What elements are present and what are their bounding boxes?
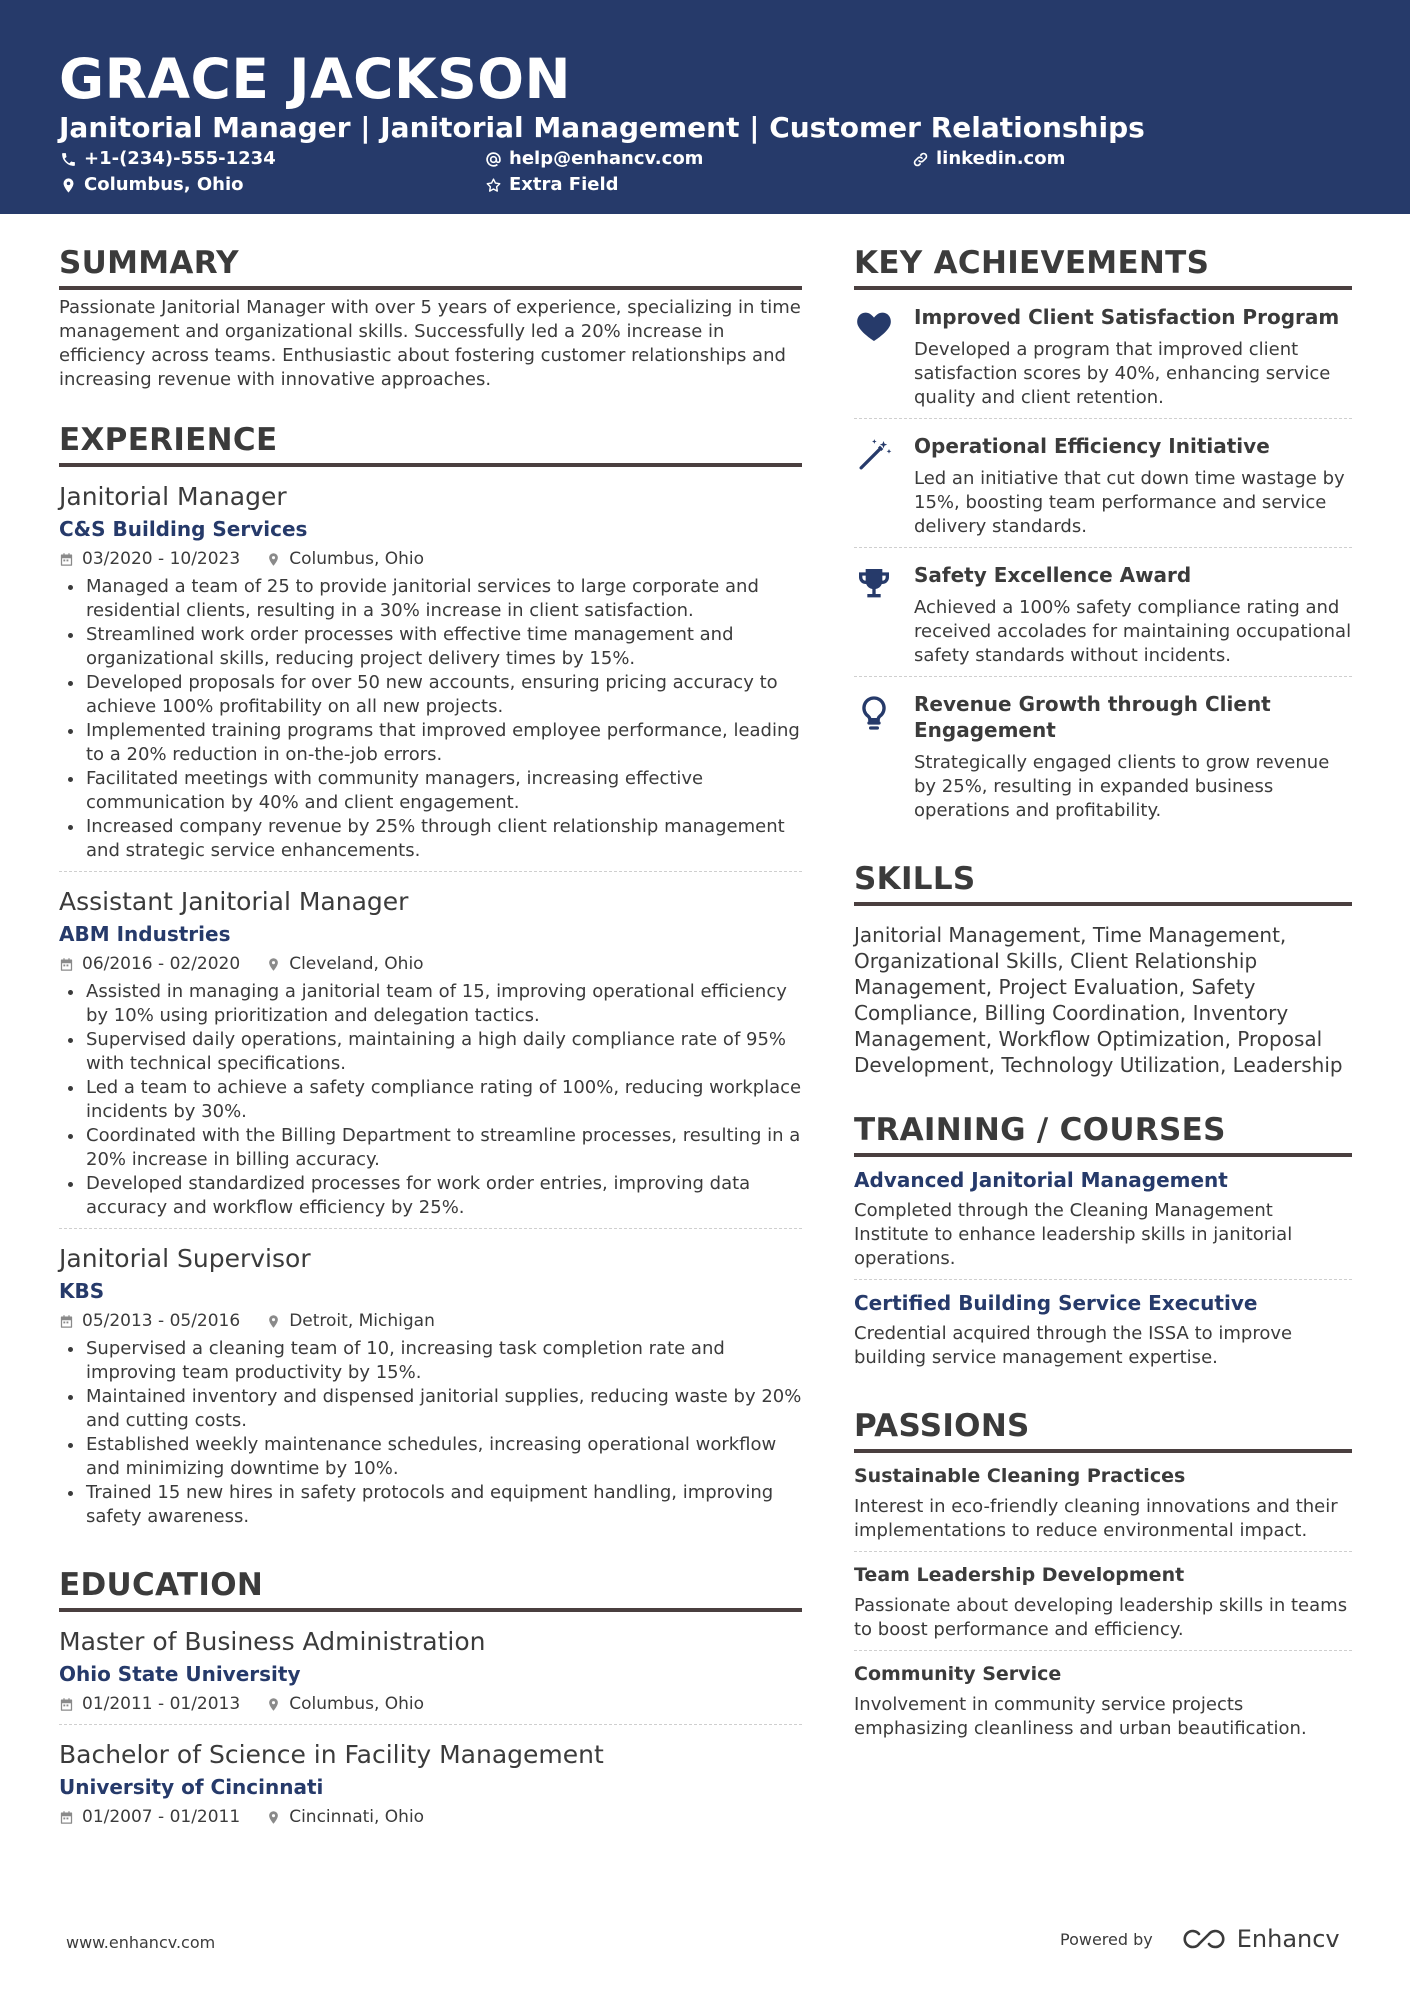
achievement-icon-wrap <box>854 562 914 668</box>
passion-title: Sustainable Cleaning Practices <box>854 1465 1186 1487</box>
training-heading: TRAINING / COURSES <box>854 1110 1352 1157</box>
entry-meta <box>59 1309 802 1333</box>
date-range <box>59 1692 240 1716</box>
location-pin-icon <box>60 177 77 194</box>
passion-title: Community Service <box>854 1663 1062 1685</box>
email-text: help@enhancv.com <box>509 148 704 169</box>
achievements-section <box>854 243 1352 831</box>
bullet-item: Maintained inventory and dispensed janitorial supplies, reducing waste by 20% and cutting costs. <box>59 1385 802 1433</box>
footer-branding <box>1060 1925 1340 1953</box>
achievement-icon-wrap <box>854 691 914 823</box>
bullet-item: Implemented training programs that improved employee performance, leading to a 20% reduction in on-the-job errors. <box>59 719 802 767</box>
achievement-icon-wrap <box>854 433 914 539</box>
training-section <box>854 1110 1352 1378</box>
location-text: Cincinnati, Ohio <box>289 1807 425 1827</box>
passion-desc: Involvement in community service projects emphasizing cleanliness and urban beautification. <box>854 1694 1307 1739</box>
passion-desc: Interest in eco-friendly cleaning innovations and their implementations to reduce environmental impact. <box>854 1496 1338 1541</box>
location-text: Cleveland, Ohio <box>289 954 424 974</box>
calendar-icon <box>59 1314 74 1329</box>
contact-extra <box>485 173 619 197</box>
achievement-desc: Strategically engaged clients to grow revenue by 25%, resulting in expanded business operations and profitability. <box>914 752 1330 821</box>
achievement-title: Revenue Growth through Client Engagement <box>914 692 1271 742</box>
achievement-desc: Led an initiative that cut down time wastage by 15%, boosting team performance and service delivery standards. <box>914 468 1345 537</box>
achievement-item <box>854 548 1352 677</box>
company-name: C&S Building Services <box>59 517 308 541</box>
course-item <box>854 1157 1352 1280</box>
phone-icon <box>60 151 77 168</box>
bullet-list <box>59 575 802 863</box>
job-title: Janitorial Manager <box>59 482 287 511</box>
lightbulb-icon <box>854 693 894 733</box>
passion-desc: Passionate about developing leadership skills in teams to boost performance and efficiency. <box>854 1595 1348 1640</box>
achievement-item <box>854 419 1352 548</box>
company-name: KBS <box>59 1279 105 1303</box>
date-text: 05/2013 - 05/2016 <box>82 1311 241 1331</box>
achievement-body <box>914 433 1352 539</box>
achievement-title: Safety Excellence Award <box>914 563 1192 587</box>
experience-heading: EXPERIENCE <box>59 420 802 467</box>
skills-heading: SKILLS <box>854 859 1352 906</box>
job-title: Janitorial Supervisor <box>59 1244 311 1273</box>
entry-meta <box>59 1805 802 1829</box>
passion-item <box>854 1453 1352 1552</box>
entry-meta <box>59 952 802 976</box>
date-range <box>59 1805 240 1829</box>
resume-header <box>0 0 1410 214</box>
calendar-icon <box>59 1697 74 1712</box>
brand-name: Enhancv <box>1236 1925 1340 1953</box>
skills-section <box>854 859 1352 1078</box>
course-desc: Completed through the Cleaning Management Institute to enhance leadership skills in janitorial operations. <box>854 1200 1293 1269</box>
bullet-item: Assisted in managing a janitorial team of 15, improving operational efficiency by 10% using prioritization and delegation tactics. <box>59 980 802 1028</box>
entry-location <box>266 1309 435 1333</box>
date-text: 06/2016 - 02/2020 <box>82 954 241 974</box>
achievement-desc: Achieved a 100% safety compliance rating and received accolades for maintaining occupational safety standards without incidents. <box>914 597 1352 666</box>
heart-icon <box>854 306 894 346</box>
passion-item <box>854 1552 1352 1651</box>
degree-title: Bachelor of Science in Facility Management <box>59 1740 604 1769</box>
skills-text: Janitorial Management, Time Management, Organizational Skills, Client Relationship Management, Project Evaluation, Safety Compliance, Billing Coordination, Inventory Management, Workflow Optimization, Proposal Development, Technology Utilization, Leadership <box>854 923 1343 1077</box>
calendar-icon <box>59 552 74 567</box>
location-pin-icon <box>266 552 281 567</box>
bullet-item: Coordinated with the Billing Department to streamline processes, resulting in a 20% increase in billing accuracy. <box>59 1124 802 1172</box>
passions-section <box>854 1406 1352 1749</box>
bullet-item: Increased company revenue by 25% through client relationship management and strategic service enhancements. <box>59 815 802 863</box>
entry-location <box>266 952 423 976</box>
achievement-item <box>854 677 1352 831</box>
date-text: 01/2011 - 01/2013 <box>82 1694 241 1714</box>
school-name: Ohio State University <box>59 1662 301 1686</box>
achievement-body <box>914 304 1352 410</box>
passion-item <box>854 1651 1352 1749</box>
job-title: Assistant Janitorial Manager <box>59 887 409 916</box>
right-column <box>854 243 1352 1749</box>
bullet-item: Facilitated meetings with community managers, increasing effective communication by 40% and client engagement. <box>59 767 802 815</box>
linkedin-text: linkedin.com <box>936 148 1066 169</box>
degree-title: Master of Business Administration <box>59 1627 486 1656</box>
date-text: 01/2007 - 01/2011 <box>82 1807 241 1827</box>
location-pin-icon <box>266 1314 281 1329</box>
company-name: ABM Industries <box>59 922 231 946</box>
passion-title: Team Leadership Development <box>854 1564 1185 1586</box>
link-icon <box>912 151 929 168</box>
passions-heading: PASSIONS <box>854 1406 1352 1453</box>
education-entry <box>59 1725 802 1837</box>
bullet-item: Supervised daily operations, maintaining a high daily compliance rate of 95% with technical specifications. <box>59 1028 802 1076</box>
date-range <box>59 547 240 571</box>
candidate-name: GRACE JACKSON <box>59 47 572 111</box>
experience-entry <box>59 872 802 1229</box>
school-name: University of Cincinnati <box>59 1775 324 1799</box>
experience-entry <box>59 1229 802 1537</box>
achievement-body <box>914 691 1352 823</box>
bullet-item: Supervised a cleaning team of 10, increasing task completion rate and improving team productivity by 15%. <box>59 1337 802 1385</box>
education-entry <box>59 1612 802 1725</box>
achievement-item <box>854 290 1352 419</box>
date-range <box>59 952 240 976</box>
location-text: Columbus, Ohio <box>84 174 244 195</box>
location-text: Detroit, Michigan <box>289 1311 435 1331</box>
entry-location <box>266 1692 424 1716</box>
achievement-icon-wrap <box>854 304 914 410</box>
enhancv-logo-icon <box>1179 1925 1229 1953</box>
star-icon <box>485 177 502 194</box>
education-section <box>59 1565 802 1837</box>
course-desc: Credential acquired through the ISSA to improve building service management expertise. <box>854 1323 1293 1368</box>
trophy-icon <box>854 564 894 604</box>
course-title: Advanced Janitorial Management <box>854 1168 1228 1192</box>
bullet-item: Developed proposals for over 50 new accounts, ensuring pricing accuracy to achieve 100% profitability on all new projects. <box>59 671 802 719</box>
experience-entry <box>59 467 802 872</box>
location-pin-icon <box>266 1697 281 1712</box>
location-pin-icon <box>266 1810 281 1825</box>
entry-location <box>266 1805 424 1829</box>
footer-website[interactable]: www.enhancv.com <box>66 1933 216 1952</box>
left-column <box>59 243 802 1837</box>
achievement-title: Operational Efficiency Initiative <box>914 434 1270 458</box>
summary-heading: SUMMARY <box>59 243 802 290</box>
powered-by-text: Powered by <box>1060 1929 1153 1949</box>
summary-text: Passionate Janitorial Manager with over 5 years of experience, specializing in time management and organizational skills. Successfully led a 20% increase in efficiency across teams. Enthusiastic about fostering customer relationships and increasing revenue with innovative approaches. <box>59 297 801 390</box>
entry-location <box>266 547 424 571</box>
course-title: Certified Building Service Executive <box>854 1291 1258 1315</box>
date-range <box>59 1309 240 1333</box>
achievement-title: Improved Client Satisfaction Program <box>914 305 1340 329</box>
summary-section <box>59 243 802 392</box>
achievements-heading: KEY ACHIEVEMENTS <box>854 243 1352 290</box>
candidate-title: Janitorial Manager | Janitorial Management | Customer Relationships <box>59 111 1145 144</box>
contact-phone[interactable] <box>60 147 276 171</box>
experience-section <box>59 420 802 1537</box>
bullet-item: Streamlined work order processes with effective time management and organizational skills, reducing project delivery times by 15%. <box>59 623 802 671</box>
location-text: Columbus, Ohio <box>289 549 425 569</box>
bullet-list <box>59 1337 802 1529</box>
contact-location <box>60 173 244 197</box>
phone-text: +1-(234)-555-1234 <box>84 148 276 169</box>
bullet-item: Established weekly maintenance schedules, increasing operational workflow and minimizing downtime by 10%. <box>59 1433 802 1481</box>
bullet-item: Managed a team of 25 to provide janitorial services to large corporate and residential clients, resulting in a 30% increase in client satisfaction. <box>59 575 802 623</box>
achievement-desc: Developed a program that improved client satisfaction scores by 40%, enhancing service quality and client retention. <box>914 339 1331 408</box>
calendar-icon <box>59 1810 74 1825</box>
achievement-body <box>914 562 1352 668</box>
date-text: 03/2020 - 10/2023 <box>82 549 241 569</box>
bullet-item: Led a team to achieve a safety compliance rating of 100%, reducing workplace incidents by 30%. <box>59 1076 802 1124</box>
contact-email[interactable] <box>485 147 703 171</box>
education-heading: EDUCATION <box>59 1565 802 1612</box>
location-text: Columbus, Ohio <box>289 1694 425 1714</box>
calendar-icon <box>59 957 74 972</box>
bullet-item: Trained 15 new hires in safety protocols and equipment handling, improving safety awareness. <box>59 1481 802 1529</box>
at-icon <box>485 151 502 168</box>
brand-logo[interactable] <box>1179 1925 1340 1953</box>
bullet-item: Developed standardized processes for work order entries, improving data accuracy and workflow efficiency by 25%. <box>59 1172 802 1220</box>
location-pin-icon <box>266 957 281 972</box>
entry-meta <box>59 547 802 571</box>
bullet-list <box>59 980 802 1220</box>
entry-meta <box>59 1692 802 1716</box>
extra-field-text: Extra Field <box>509 174 619 195</box>
contact-linkedin[interactable] <box>912 147 1065 171</box>
magic-wand-icon <box>854 435 894 475</box>
course-item <box>854 1280 1352 1378</box>
